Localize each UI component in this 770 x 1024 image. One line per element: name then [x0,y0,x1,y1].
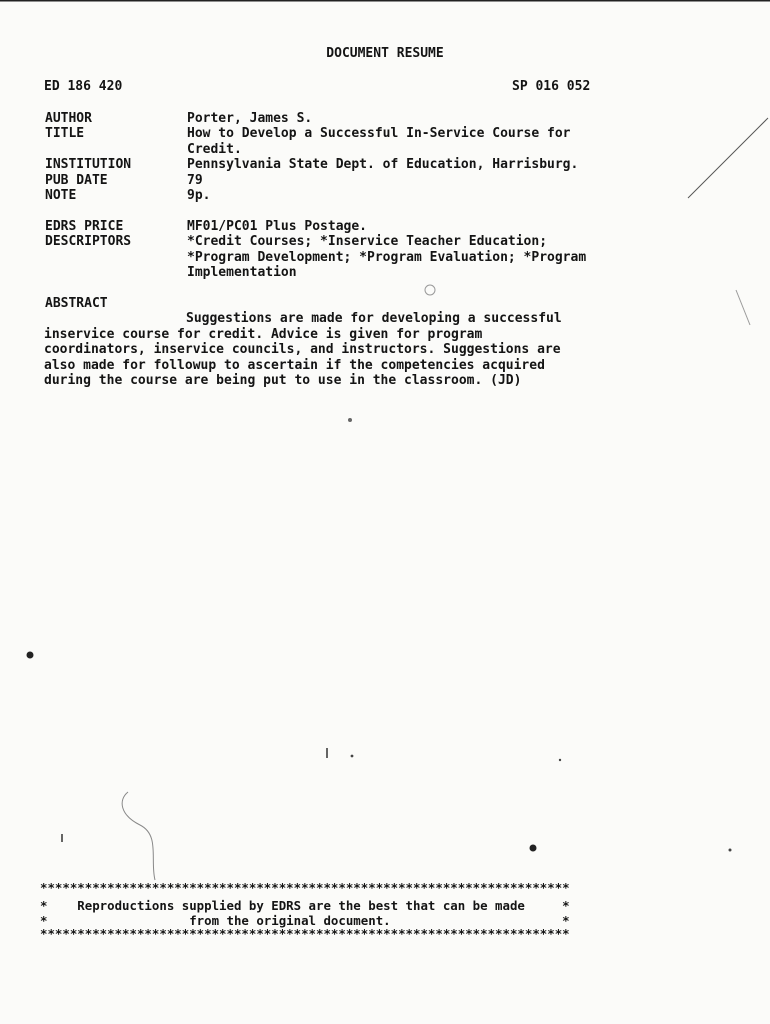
scan-dot-artifact [530,845,537,852]
scan-dot-artifact [27,652,34,659]
field-value-descriptors-line3: Implementation [187,265,297,280]
scan-circle-artifact [425,285,435,295]
field-label-pub-date: PUB DATE [45,173,108,188]
ed-number: ED 186 420 [44,79,123,94]
field-value-pub-date: 79 [187,173,203,188]
footer-stars-bottom: *********************************************************************** [40,926,570,941]
abstract-line: Suggestions are made for developing a successful [186,311,562,326]
field-label-edrs-price: EDRS PRICE [45,219,124,234]
field-label-author: AUTHOR [45,111,92,126]
field-label-note: NOTE [45,188,77,203]
field-value-edrs-price: MF01/PC01 Plus Postage. [187,219,368,234]
footer-notice-line2: * from the original document. * [40,913,570,928]
field-value-institution: Pennsylvania State Dept. of Education, Harrisburg. [187,157,579,172]
field-value-descriptors-line1: *Credit Courses; *Inservice Teacher Education; [187,234,548,249]
abstract-line: inservice course for credit. Advice is given for program [44,327,483,342]
field-label-descriptors: DESCRIPTORS [45,234,132,249]
field-label-institution: INSTITUTION [45,157,132,172]
field-value-author: Porter, James S. [187,111,313,126]
field-value-note: 9p. [187,188,211,203]
abstract-line: during the course are being put to use in the classroom. (JD) [44,373,522,388]
abstract-line: coordinators, inservice councils, and instructors. Suggestions are [44,342,561,357]
document-title: DOCUMENT RESUME [326,46,444,61]
field-value-title-line1: How to Develop a Successful In-Service Course for [187,126,571,141]
abstract-line: also made for followup to ascertain if the competencies acquired [44,358,545,373]
scan-curve-artifact [122,792,155,880]
scan-dot-artifact [351,755,354,758]
scan-dot-artifact [559,759,561,761]
scan-dot-artifact [348,418,352,422]
field-value-title-line2: Credit. [187,142,242,157]
sp-number: SP 016 052 [512,79,591,94]
footer-stars-top: *********************************************************************** [40,880,570,895]
scan-dot-artifact [729,849,732,852]
field-label-title: TITLE [45,126,85,141]
abstract-label: ABSTRACT [45,296,108,311]
scan-line-artifact [736,290,750,325]
footer-notice-line1: * Reproductions supplied by EDRS are the best that can be made * [40,898,570,913]
scan-line-artifact [688,118,768,198]
field-value-descriptors-line2: *Program Development; *Program Evaluation; *Program [187,250,587,265]
